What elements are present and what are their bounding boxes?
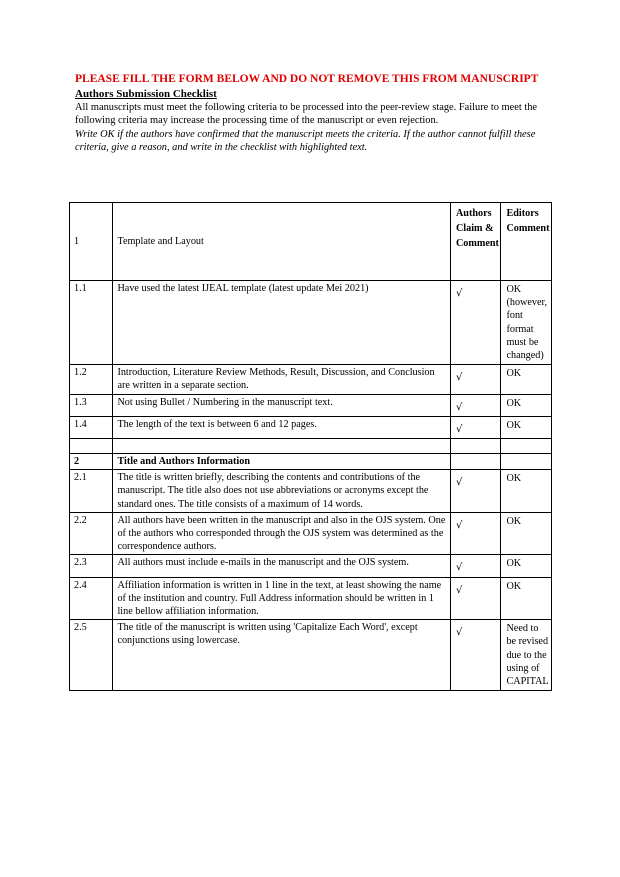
table-row <box>70 512 552 555</box>
row-num: 1.2 <box>70 365 113 394</box>
row-criteria: Not using Bullet / Numbering in the manuscript text. <box>113 394 451 416</box>
row-criteria: Have used the latest IJEAL template (latest update Mei 2021) <box>113 281 451 365</box>
table-row <box>70 470 552 513</box>
header-authors-col: Authors Claim & Comment <box>450 203 501 281</box>
editors-cell[interactable]: OK <box>501 512 552 555</box>
checkmark-icon: √ <box>455 562 463 574</box>
table-row <box>70 620 552 691</box>
row-num: 2.3 <box>70 555 113 577</box>
authors-cell[interactable] <box>450 620 501 691</box>
checkmark-icon: √ <box>455 423 463 435</box>
section-num: 2 <box>70 454 113 470</box>
editors-cell[interactable]: OK <box>501 416 552 438</box>
authors-cell[interactable] <box>450 470 501 513</box>
header-title: Template and Layout <box>113 203 451 281</box>
checkmark-icon: √ <box>455 477 463 489</box>
row-criteria: The length of the text is between 6 and 12 pages. <box>113 416 451 438</box>
table-row <box>70 365 552 394</box>
row-num: 2.1 <box>70 470 113 513</box>
checkmark-icon: √ <box>455 401 463 413</box>
table-row <box>70 555 552 577</box>
spacer-row <box>70 439 552 454</box>
header-editors-col: Editors Comment <box>501 203 552 281</box>
form-header <box>75 73 555 155</box>
table-row <box>70 281 552 365</box>
table-row <box>70 577 552 620</box>
section-header-row <box>70 454 552 470</box>
authors-cell[interactable] <box>450 512 501 555</box>
editors-cell[interactable]: OK <box>501 555 552 577</box>
authors-cell[interactable] <box>450 416 501 438</box>
editors-cell[interactable]: Need to be revised due to the using of CAPITAL <box>501 620 552 691</box>
section-title: Title and Authors Information <box>113 454 451 470</box>
table-header-row <box>70 203 552 281</box>
instruction-paragraph: Write OK if the authors have confirmed that the manuscript meets the criteria. If the author cannot fulfill these criteria, give a reason, and write in the checklist with highlighted text. <box>75 128 536 154</box>
editors-cell[interactable]: OK <box>501 577 552 620</box>
row-criteria: Introduction, Literature Review Methods, Result, Discussion, and Conclusion are written in a separate section. <box>113 365 451 394</box>
row-criteria: The title of the manuscript is written using 'Capitalize Each Word', except conjunctions using lowercase. <box>113 620 451 691</box>
editors-cell[interactable]: OK <box>501 365 552 394</box>
checkmark-icon: √ <box>455 584 463 596</box>
checkmark-icon: √ <box>455 519 463 531</box>
header-num: 1 <box>70 203 113 281</box>
row-num: 2.2 <box>70 512 113 555</box>
row-criteria: The title is written briefly, describing the contents and contributions of the manuscript. The title also does not use abbreviations or acronyms except the standard ones. The title consists of a maximum of 14 words. <box>113 470 451 513</box>
editors-cell[interactable]: OK <box>501 470 552 513</box>
row-num: 2.5 <box>70 620 113 691</box>
warning-notice: PLEASE FILL THE FORM BELOW AND DO NOT REMOVE THIS FROM MANUSCRIPT <box>75 73 539 85</box>
row-num: 1.3 <box>70 394 113 416</box>
authors-cell[interactable] <box>450 281 501 365</box>
checkmark-icon: √ <box>455 372 463 384</box>
authors-cell[interactable] <box>450 577 501 620</box>
authors-cell[interactable] <box>450 394 501 416</box>
table-row <box>70 394 552 416</box>
authors-cell[interactable] <box>450 365 501 394</box>
row-num: 1.4 <box>70 416 113 438</box>
checklist-table <box>69 202 552 691</box>
row-criteria: All authors have been written in the manuscript and also in the OJS system. One of the authors who corresponded through the OJS system was determined as the correspondence authors. <box>113 512 451 555</box>
authors-cell[interactable] <box>450 555 501 577</box>
editors-cell[interactable]: OK <box>501 394 552 416</box>
row-criteria: Affiliation information is written in 1 line in the text, at least showing the name of the institution and country. Full Address information should be written in 1 line bellow affiliation information. <box>113 577 451 620</box>
table-row <box>70 416 552 438</box>
row-num: 1.1 <box>70 281 113 365</box>
checkmark-icon: √ <box>455 288 463 299</box>
row-num: 2.4 <box>70 577 113 620</box>
checkmark-icon: √ <box>455 627 463 639</box>
editors-cell[interactable]: OK (however, font format must be changed) <box>501 281 552 365</box>
intro-paragraph: All manuscripts must meet the following criteria to be processed into the peer-review stage. Failure to meet the following criteria may increase the processing time of the manuscript or even rejection. <box>75 102 538 127</box>
row-criteria: All authors must include e-mails in the manuscript and the OJS system. <box>113 555 451 577</box>
checklist-subtitle: Authors Submission Checklist <box>75 88 217 100</box>
